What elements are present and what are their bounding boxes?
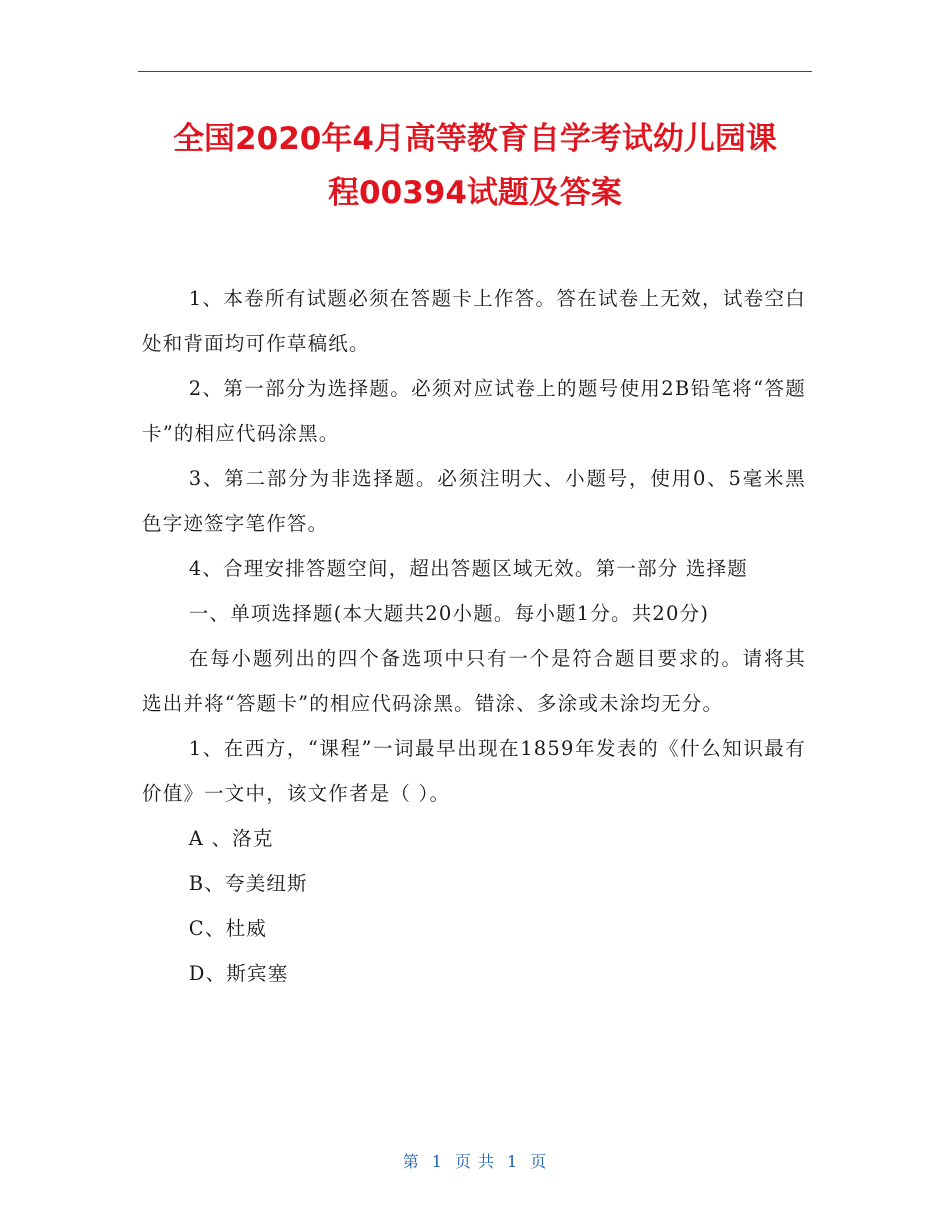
header-rule <box>138 71 812 72</box>
title-line-1: 全国2020年4月高等教育自学考试幼儿园课 <box>173 121 777 157</box>
question-1-option-c: C、杜威 <box>188 917 268 940</box>
question-1-option-b: B、夸美纽斯 <box>188 872 308 895</box>
footer-page-total: 1 <box>507 1152 519 1171</box>
instruction-1: 1、本卷所有试题必须在答题卡上作答。答在试卷上无效，试卷空白处和背面均可作草稿纸。 <box>142 287 806 355</box>
footer-page-number: 1 <box>431 1152 443 1171</box>
question-1-option-a: A 、洛克 <box>188 827 274 850</box>
instruction-2: 2、第一部分为选择题。必须对应试卷上的题号使用2B铅笔将“答题卡”的相应代码涂黑。 <box>142 377 806 445</box>
footer-prefix: 第 <box>402 1152 420 1171</box>
document-title <box>130 112 820 220</box>
document-body <box>142 276 806 996</box>
question-1-option-d: D、斯宾塞 <box>188 962 289 985</box>
footer-suffix: 页 <box>530 1152 548 1171</box>
section-instruction: 在每小题列出的四个备选项中只有一个是符合题目要求的。请将其选出并将“答题卡”的相应代码涂黑。错涂、多涂或未涂均无分。 <box>142 647 806 715</box>
footer-mid: 页 共 <box>454 1152 496 1171</box>
section-heading: 一、单项选择题(本大题共20小题。每小题1分。共20分) <box>188 602 710 625</box>
title-line-2: 程00394试题及答案 <box>328 175 622 211</box>
instruction-4: 4、合理安排答题空间，超出答题区域无效。第一部分 选择题 <box>188 557 749 580</box>
instruction-3: 3、第二部分为非选择题。必须注明大、小题号，使用0、5毫米黑色字迹签字笔作答。 <box>142 467 806 535</box>
page-footer <box>0 1148 950 1176</box>
question-1-stem: 1、在西方，“课程”一词最早出现在1859年发表的《什么知识最有价值》一文中，该文作者是（ ）。 <box>142 737 806 805</box>
